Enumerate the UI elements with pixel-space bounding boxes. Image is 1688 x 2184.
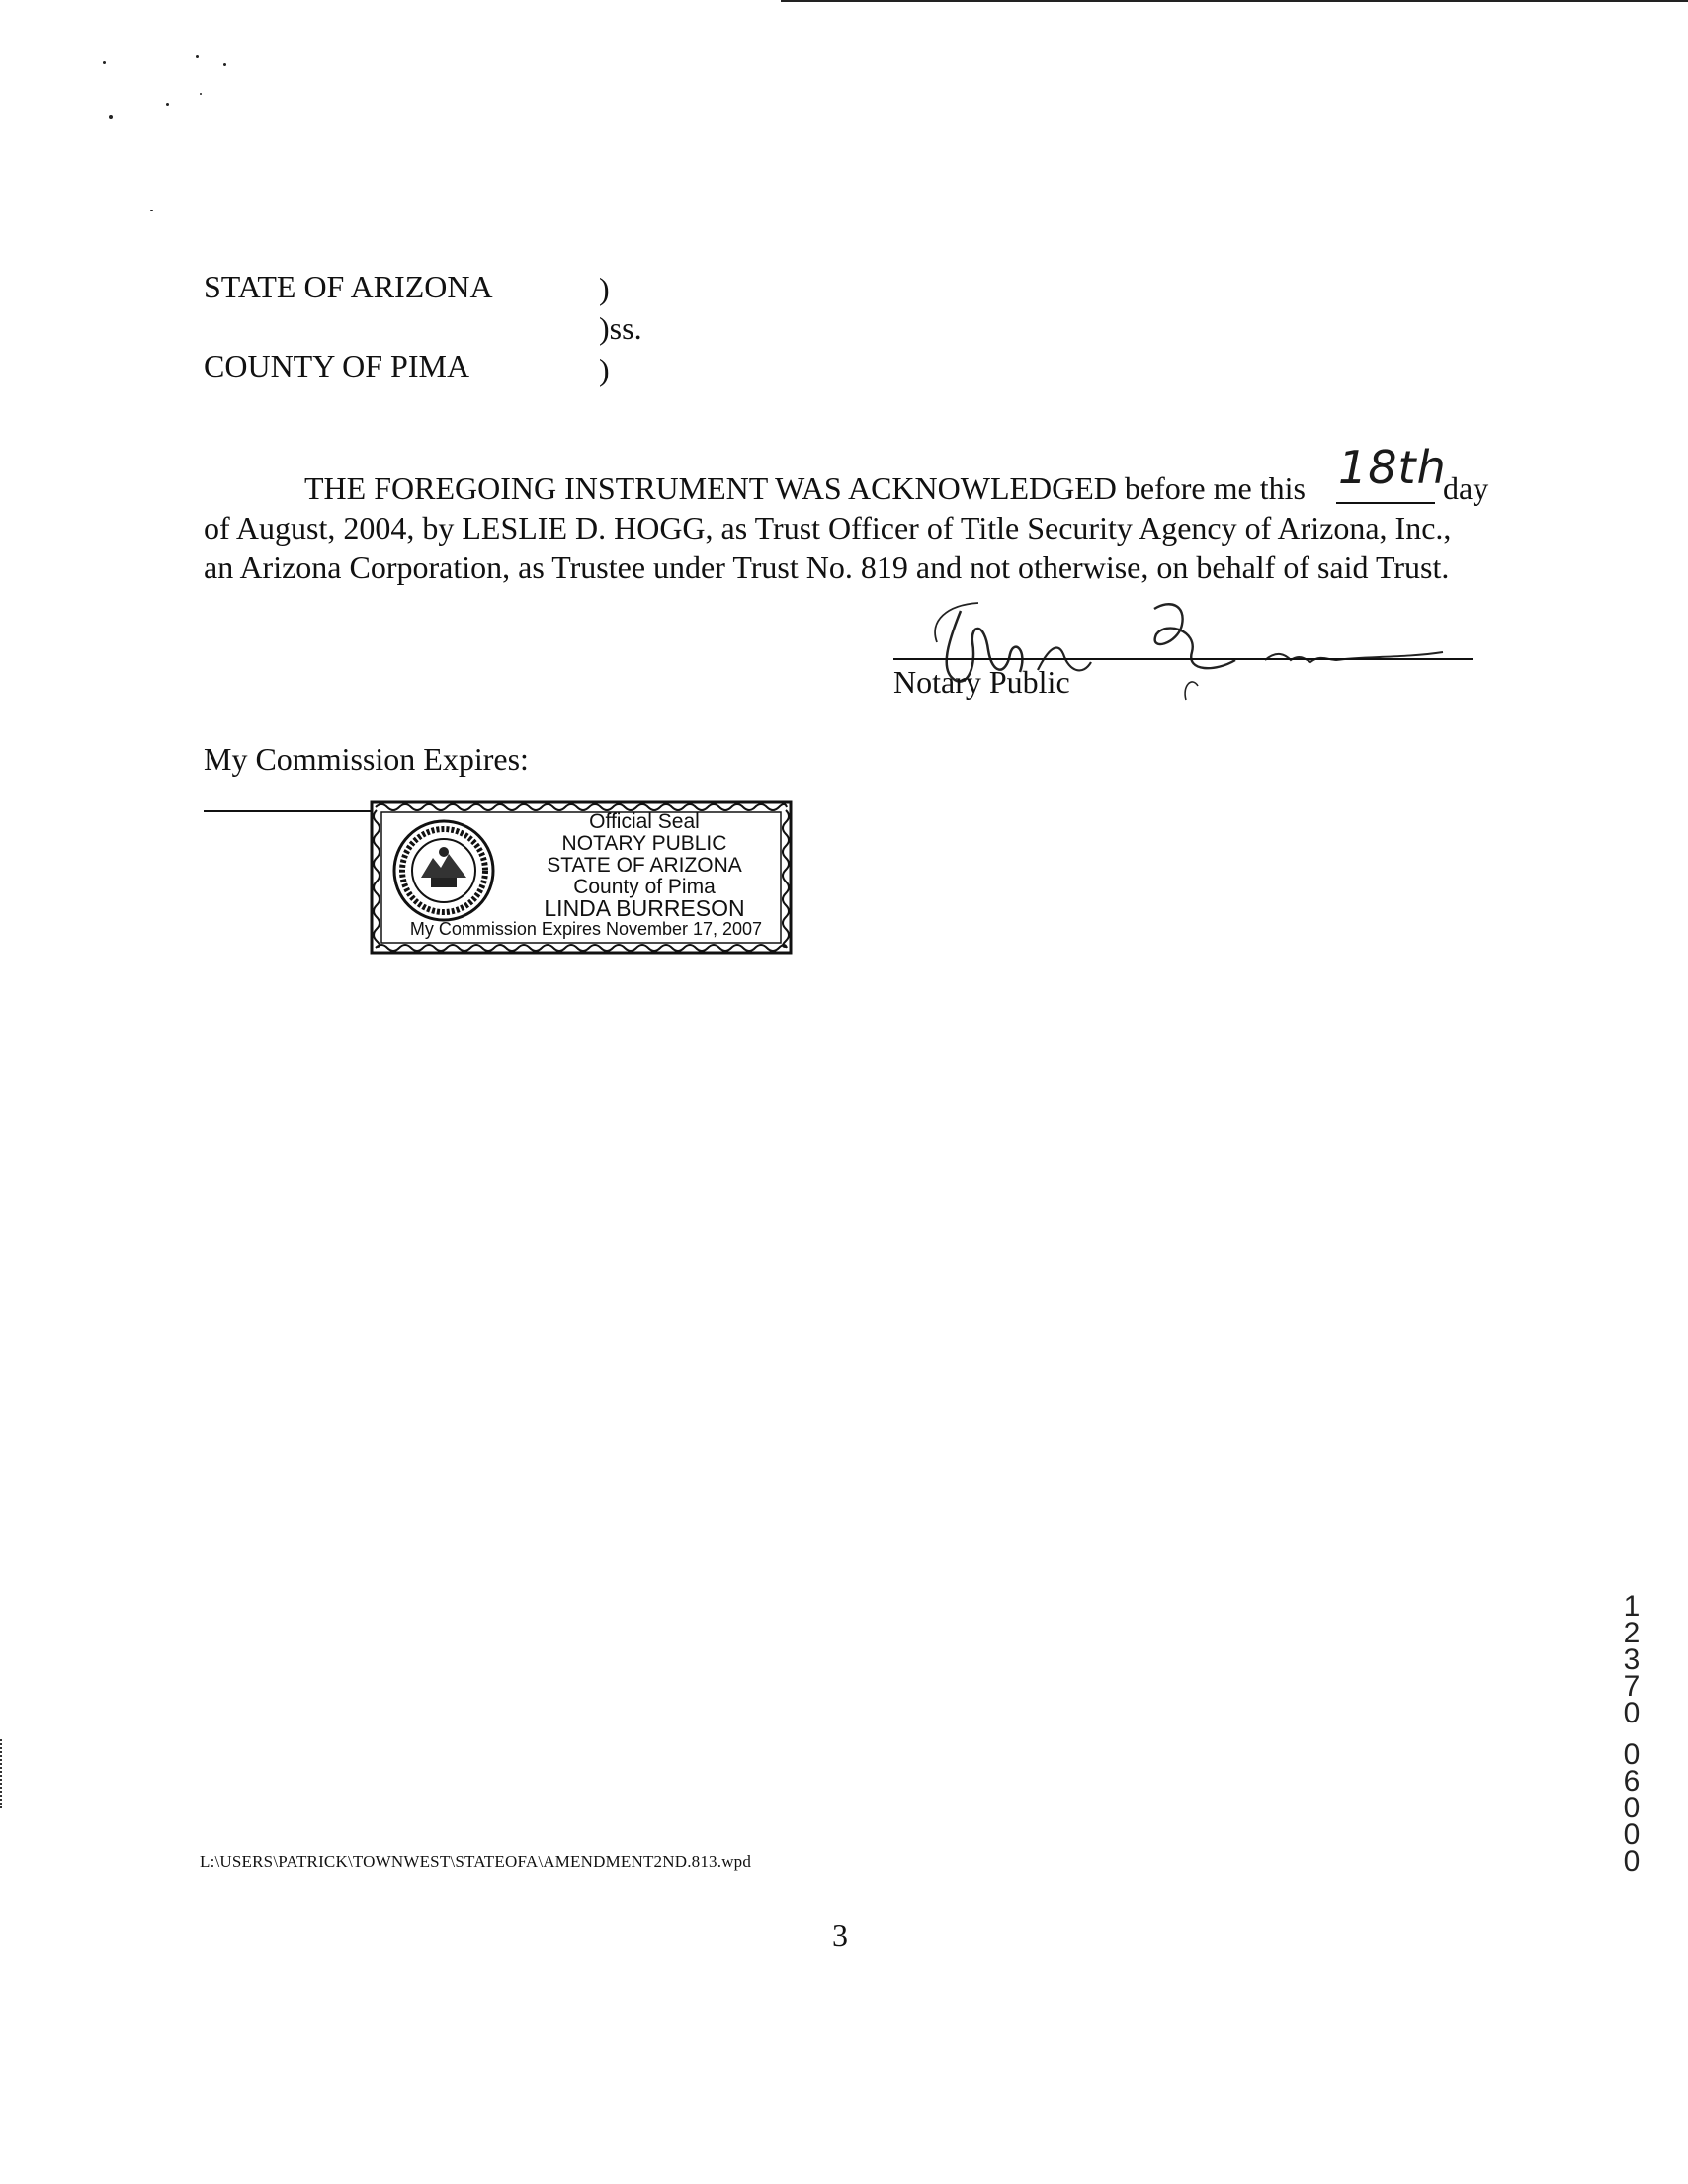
commission-expires-label: My Commission Expires: [204, 741, 529, 777]
venue-state: STATE OF ARIZONA [204, 269, 493, 304]
commission-blank-line [204, 810, 372, 812]
recording-digit: 6 [1623, 1765, 1641, 1798]
scan-speck [150, 210, 153, 211]
recording-digit: 0 [1623, 1697, 1641, 1729]
venue-county: COUNTY OF PIMA [204, 348, 470, 383]
scan-edge-marks [0, 1739, 4, 1808]
scan-edge-line [781, 0, 1688, 2]
page-number: 3 [832, 1917, 848, 1953]
seal-line-official: Official Seal [589, 810, 700, 833]
recording-digit: 0 [1623, 1845, 1641, 1878]
acknowledgment-line-2: of August, 2004, by LESLIE D. HOGG, as Trust Officer of Title Security Agency of Arizona, Inc., [204, 510, 1452, 546]
day-blank-line [1336, 502, 1435, 504]
scan-speck [109, 115, 113, 119]
recording-digit: 3 [1623, 1643, 1641, 1676]
file-path: L:\USERS\PATRICK\TOWNWEST\STATEOFA\AMENDMENT2ND.813.wpd [200, 1852, 752, 1871]
handwritten-day: 18th [1338, 441, 1447, 494]
seal-line-name: LINDA BURRESON [544, 895, 745, 921]
recording-digit: 1 [1623, 1590, 1641, 1623]
seal-line-expires: My Commission Expires November 17, 2007 [409, 919, 763, 939]
acknowledgment-line-3: an Arizona Corporation, as Trustee under Trust No. 819 and not otherwise, on behalf of said Trust. [204, 549, 1450, 585]
recording-number-top [1621, 1590, 1643, 1729]
scan-speck [223, 63, 226, 66]
seal-line-state: STATE OF ARIZONA [547, 854, 742, 877]
seal-line-notary: NOTARY PUBLIC [561, 832, 727, 855]
recording-number-bottom [1621, 1738, 1643, 1878]
acknowledgment-line-1 [304, 468, 1306, 508]
recording-digit: 0 [1623, 1792, 1641, 1824]
recording-digit: 7 [1623, 1670, 1641, 1703]
venue-paren-bottom: ) [599, 352, 610, 387]
acknowledgment-day-word: day [1443, 470, 1489, 506]
venue-paren-ss: )ss. [599, 310, 642, 346]
acknowledgment-lead: THE FOREGOING INSTRUMENT WAS ACKNOWLEDGED before me this [304, 470, 1306, 506]
scan-speck [166, 103, 169, 106]
venue-paren-top: ) [599, 271, 610, 306]
scan-speck [103, 61, 106, 64]
scan-speck [196, 55, 199, 58]
scan-speck [200, 93, 202, 95]
seal-line-county: County of Pima [573, 876, 716, 898]
signature-line [893, 658, 1473, 660]
notary-seal-stamp [368, 797, 795, 959]
notary-public-label: Notary Public [893, 664, 1070, 700]
recording-digit: 0 [1623, 1738, 1641, 1771]
recording-digit: 0 [1623, 1818, 1641, 1851]
recording-digit: 2 [1623, 1617, 1641, 1649]
arizona-seal-emblem [391, 818, 496, 923]
